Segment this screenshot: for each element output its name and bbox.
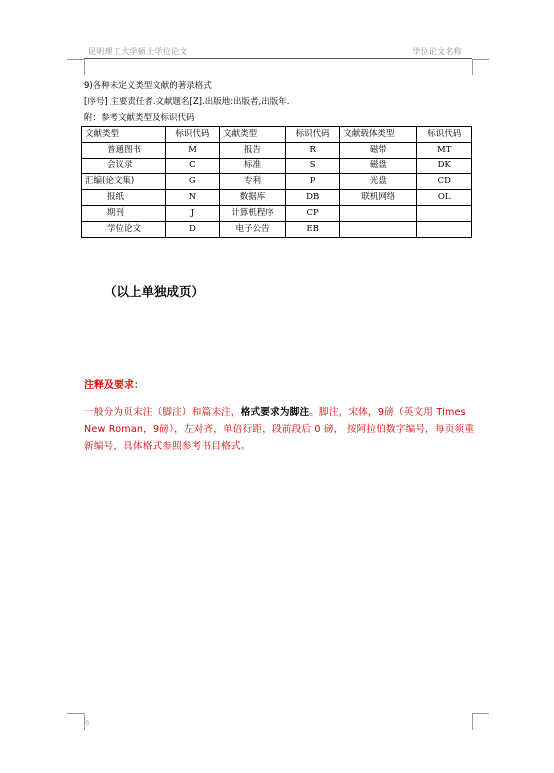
table-row <box>82 205 472 221</box>
table-cell: DK <box>417 158 472 174</box>
table-cell: N <box>165 190 219 206</box>
table-cell: M <box>165 142 219 158</box>
table-cell: P <box>285 174 339 190</box>
table-cell: EB <box>285 221 339 237</box>
table-cell: 联机网络 <box>340 190 417 206</box>
notes-body-text-cont: 。脚注，宋体，9磅（英文用 Times New Roman，9磅），左对齐，单倍行距，段前段后 0 磅， 按阿拉伯数字编号，每页须重新编号，具体格式参照参考书目格式。 <box>84 407 475 452</box>
table-cell <box>340 221 417 237</box>
table-cell: 磁带 <box>340 142 417 158</box>
table-cell: 报告 <box>220 142 286 158</box>
table-row <box>82 142 472 158</box>
table-cell: 普通图书 <box>82 142 166 158</box>
notes-body-text: 一般分为页末注（脚注）和篇末注， <box>84 407 241 418</box>
table-header-cell: 文献类型 <box>82 127 166 143</box>
table-cell: C <box>165 158 219 174</box>
section-heading: 9)各种未定义类型文献的著录格式 <box>84 81 212 91</box>
table-row <box>82 174 472 190</box>
table-header-cell: 标识代码 <box>165 127 219 143</box>
table-cell: DB <box>285 190 339 206</box>
table-header-cell: 文献载体类型 <box>340 127 417 143</box>
crop-mark-top-left-v <box>84 59 85 75</box>
notes-body-emphasis: 格式要求为脚注 <box>240 407 310 418</box>
standalone-page-note: （以上单独成页） <box>104 284 205 299</box>
table-header-row <box>82 127 472 143</box>
table-cell: G <box>165 174 219 190</box>
table-cell: S <box>285 158 339 174</box>
table-cell: 计算机程序 <box>220 205 286 221</box>
table-cell: D <box>165 221 219 237</box>
table-cell: 报纸 <box>82 190 166 206</box>
table-cell: 数据库 <box>220 190 286 206</box>
crop-mark-top-right-h <box>472 59 489 60</box>
running-header-right: 学位论文名称 <box>412 47 462 56</box>
page-number: 6 <box>85 719 90 727</box>
table-row <box>82 190 472 206</box>
table-cell: R <box>285 142 339 158</box>
crop-mark-bottom-right-v <box>472 713 473 730</box>
notes-title: 注释及要求： <box>84 380 144 391</box>
table-row <box>82 221 472 237</box>
table-cell: CP <box>285 205 339 221</box>
appendix-caption: 附：参考文献类型及标识代码 <box>84 113 195 123</box>
table-cell: 期刊 <box>82 205 166 221</box>
crop-mark-bottom-right-h <box>472 713 489 714</box>
table-cell: 光盘 <box>340 174 417 190</box>
header-rule <box>84 58 472 59</box>
document-type-table <box>81 126 472 238</box>
table-row <box>82 158 472 174</box>
table-cell <box>417 205 472 221</box>
table-header-cell: 标识代码 <box>285 127 339 143</box>
format-line: [序号] 主要责任者.文献题名[Z].出版地:出版者,出版年. <box>84 97 290 107</box>
running-header-left: 昆明理工大学硕士学位论文 <box>88 47 188 56</box>
notes-body <box>84 404 476 455</box>
table-cell <box>417 221 472 237</box>
table-cell: 磁盘 <box>340 158 417 174</box>
table-header-cell: 文献类型 <box>220 127 286 143</box>
crop-mark-top-left-h <box>67 59 84 60</box>
table-cell <box>340 205 417 221</box>
table-cell: 电子公告 <box>220 221 286 237</box>
table-cell: CD <box>417 174 472 190</box>
table-cell: 标准 <box>220 158 286 174</box>
table-cell: MT <box>417 142 472 158</box>
table-cell: OL <box>417 190 472 206</box>
crop-mark-top-right-v <box>472 59 473 75</box>
table-cell: 会议录 <box>82 158 166 174</box>
table-cell: 学位论文 <box>82 221 166 237</box>
table-cell: 专利 <box>220 174 286 190</box>
crop-mark-bottom-left-h <box>67 713 84 714</box>
table-cell: J <box>165 205 219 221</box>
table-cell: 汇编(论文集) <box>82 174 166 190</box>
table-header-cell: 标识代码 <box>417 127 472 143</box>
